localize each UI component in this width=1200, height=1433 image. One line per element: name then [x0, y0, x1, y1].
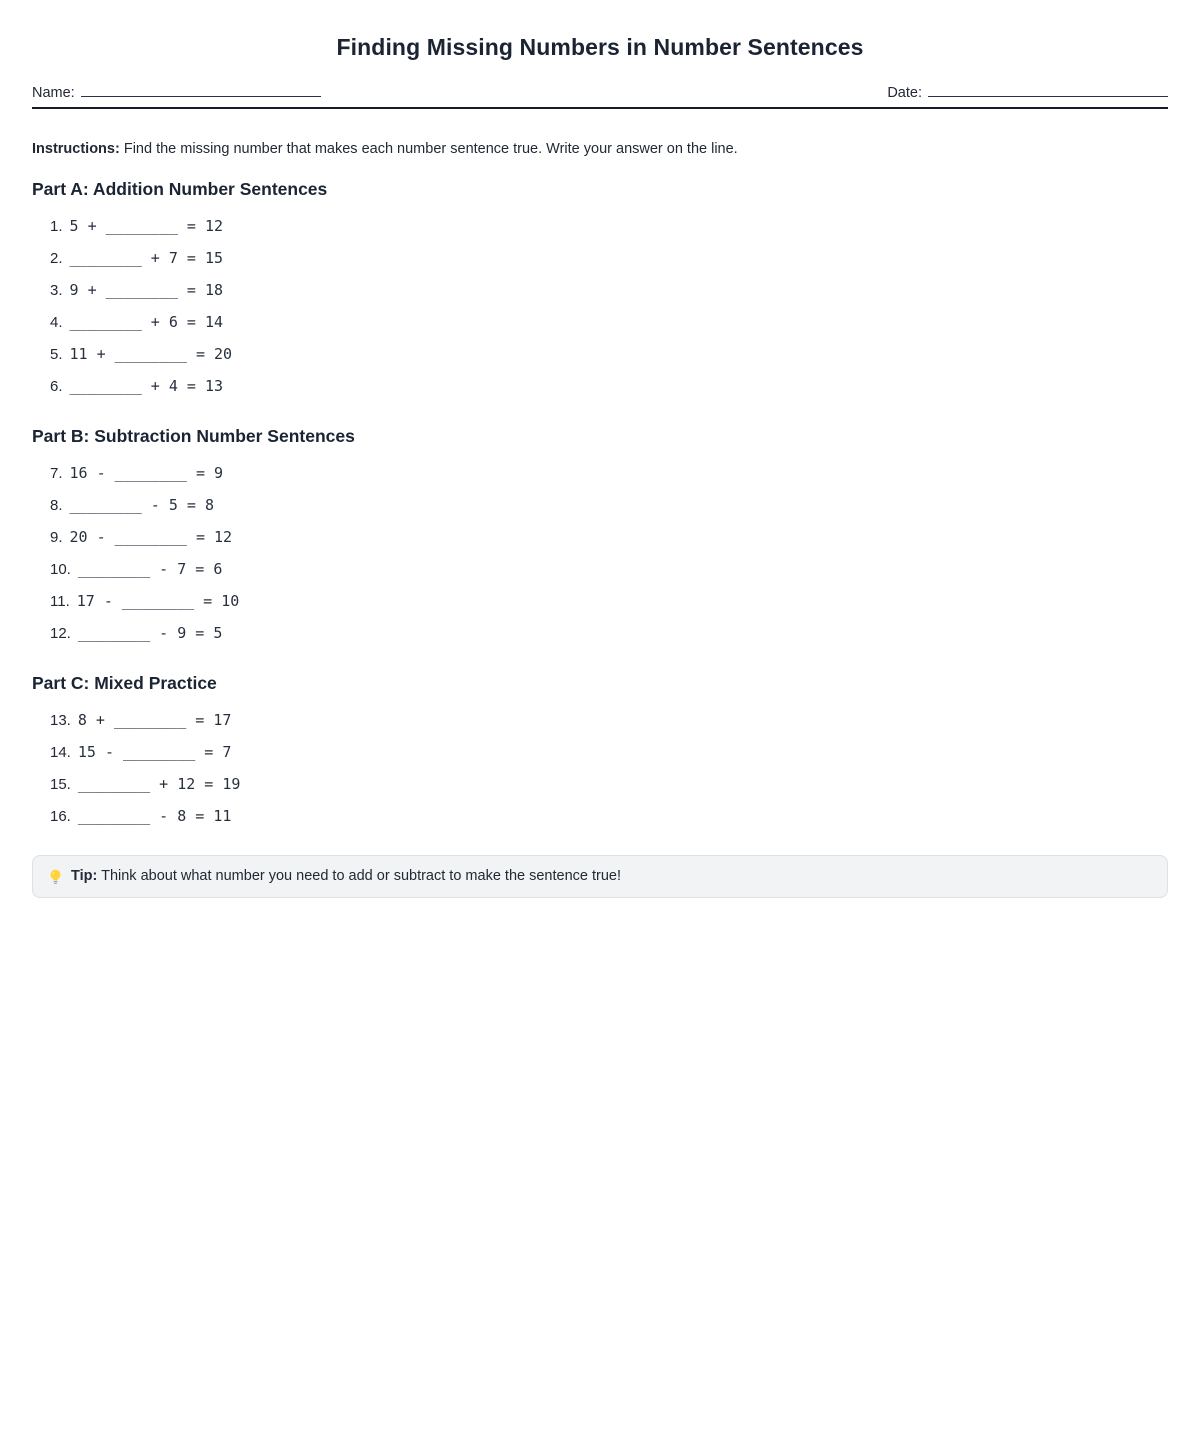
problem-number: 16.: [50, 808, 71, 825]
problem-sentence: 15 - ________ = 7: [77, 743, 232, 761]
problem-number: 15.: [50, 776, 71, 793]
problem-sentence: 9 + ________ = 18: [69, 281, 224, 299]
page-title: Finding Missing Numbers in Number Sentences: [336, 34, 864, 60]
problem-row: [50, 313, 1168, 332]
problem-row: [50, 496, 1168, 515]
name-date-row: [32, 82, 1168, 101]
problem-sentence: ________ + 7 = 15: [69, 249, 224, 267]
problem-sentence: ________ + 4 = 13: [69, 377, 224, 395]
problem-row: [50, 345, 1168, 364]
problem-sentence: ________ + 6 = 14: [69, 313, 224, 331]
problem-sentence: ________ - 5 = 8: [69, 496, 215, 514]
problem-list-part-c: [50, 711, 1168, 826]
problem-row: [50, 775, 1168, 794]
section-heading-part-b: Part B: Subtraction Number Sentences: [32, 426, 355, 446]
problem-sentence: ________ - 8 = 11: [77, 807, 232, 825]
date-write-line: [928, 82, 1168, 97]
problem-sentence: ________ - 7 = 6: [77, 560, 223, 578]
problem-number: 3.: [50, 282, 63, 299]
problem-number: 6.: [50, 378, 63, 395]
name-write-line: [81, 82, 321, 97]
instructions-label: Instructions:: [32, 141, 120, 157]
instructions-text: Find the missing number that makes each number sentence true. Write your answer on the line.: [123, 141, 738, 157]
date-label: Date:: [887, 85, 922, 101]
problem-sentence: 11 + ________ = 20: [69, 345, 233, 363]
problem-number: 8.: [50, 497, 63, 514]
problem-row: [50, 743, 1168, 762]
worksheet-page: [0, 33, 1200, 898]
section-heading-part-a: Part A: Addition Number Sentences: [32, 179, 328, 199]
tip-label: Tip:: [71, 868, 98, 884]
problem-sentence: ________ - 9 = 5: [77, 624, 223, 642]
problem-row: [50, 711, 1168, 730]
problem-row: [50, 464, 1168, 483]
problem-row: [50, 592, 1168, 611]
section-part-a: [32, 179, 1168, 396]
name-label: Name:: [32, 85, 75, 101]
section-part-b: [32, 426, 1168, 643]
problem-number: 7.: [50, 465, 63, 482]
problem-row: [50, 217, 1168, 236]
lightbulb-icon: [48, 869, 63, 885]
problem-sentence: ________ + 12 = 19: [77, 775, 241, 793]
problem-row: [50, 377, 1168, 396]
problem-row: [50, 249, 1168, 268]
problem-number: 1.: [50, 218, 63, 235]
problem-list-part-a: [50, 217, 1168, 396]
tip-box: [32, 855, 1168, 898]
problem-number: 4.: [50, 314, 63, 331]
problem-number: 5.: [50, 346, 63, 363]
section-part-c: [32, 673, 1168, 826]
problem-number: 13.: [50, 712, 71, 729]
problem-number: 12.: [50, 625, 71, 642]
date-field: [887, 82, 1168, 101]
problem-number: 14.: [50, 744, 71, 761]
section-heading-part-c: Part C: Mixed Practice: [32, 673, 217, 693]
problem-number: 2.: [50, 250, 63, 267]
problem-sentence: 5 + ________ = 12: [69, 217, 224, 235]
problem-sentence: 8 + ________ = 17: [77, 711, 232, 729]
problem-row: [50, 281, 1168, 300]
problem-number: 10.: [50, 561, 71, 578]
problem-row: [50, 807, 1168, 826]
problem-row: [50, 624, 1168, 643]
header-divider: [32, 107, 1168, 109]
problem-list-part-b: [50, 464, 1168, 643]
problem-sentence: 17 - ________ = 10: [76, 592, 240, 610]
problem-number: 11.: [50, 593, 70, 610]
problem-number: 9.: [50, 529, 63, 546]
name-field: [32, 82, 321, 101]
problem-row: [50, 560, 1168, 579]
tip-content: [71, 867, 621, 886]
problem-row: [50, 528, 1168, 547]
instructions: [32, 140, 1168, 159]
problem-sentence: 20 - ________ = 12: [69, 528, 233, 546]
problem-sentence: 16 - ________ = 9: [69, 464, 224, 482]
tip-text: Think about what number you need to add or subtract to make the sentence true!: [101, 868, 621, 884]
